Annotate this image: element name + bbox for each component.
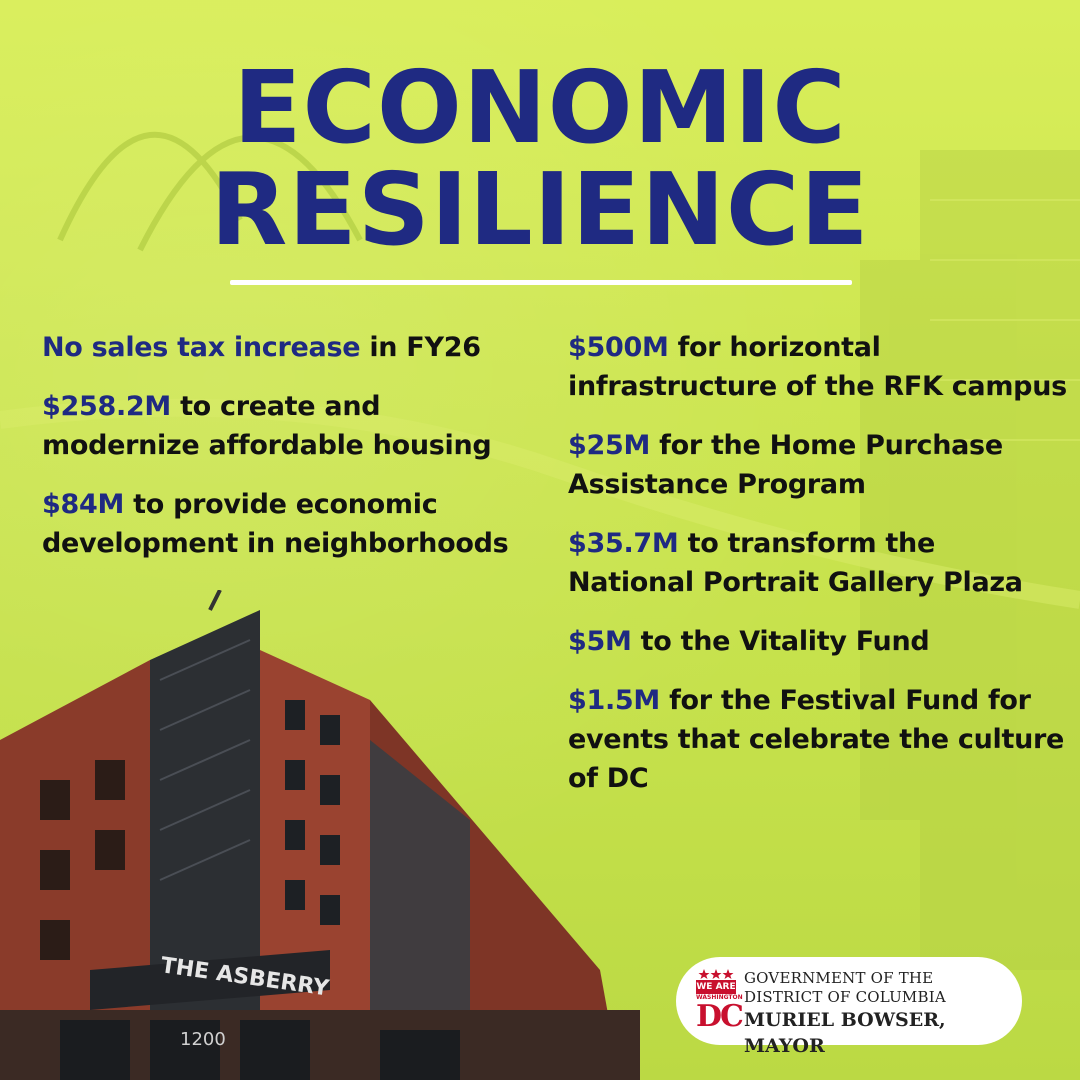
item-amount: $5M (568, 626, 632, 657)
title-divider (230, 280, 852, 285)
building-photo (0, 590, 640, 1080)
item-amount: $84M (42, 489, 125, 520)
logo-washington: WASHINGTON (696, 994, 743, 1001)
mayor-name: MURIEL BOWSER, MAYOR (744, 1009, 946, 1057)
item-text: in FY26 (360, 332, 481, 363)
budget-item (568, 622, 1068, 661)
we-are-washington-dc-logo (696, 969, 743, 1035)
item-text: for the Home Purchase Assistance Program (568, 430, 1003, 500)
logo-dc: DC (696, 999, 742, 1034)
item-text: to provide economic development in neighborhoods (42, 489, 509, 559)
stars-icon (698, 969, 734, 979)
item-text: for horizontal infrastructure of the RFK campus (568, 332, 1067, 402)
title-line-1: ECONOMIC (233, 49, 847, 166)
item-text: to the Vitality Fund (631, 626, 930, 657)
dc-government-logo (676, 957, 1022, 1057)
item-text: to transform the National Portrait Gallery Plaza (568, 528, 1023, 598)
budget-item (568, 681, 1068, 798)
item-amount: $25M (568, 430, 651, 461)
title-line-2: RESILIENCE (210, 151, 870, 268)
budget-item (568, 426, 1068, 504)
item-amount: $1.5M (568, 685, 660, 716)
item-amount: $35.7M (568, 528, 679, 559)
logo-we-are: WE ARE (696, 982, 736, 992)
left-column (42, 328, 542, 583)
budget-item (568, 524, 1068, 602)
item-amount: $258.2M (42, 391, 171, 422)
right-column (568, 328, 1068, 818)
budget-item (42, 387, 542, 465)
item-text: for the Festival Fund for events that celebrate the culture of DC (568, 685, 1065, 794)
item-amount: $500M (568, 332, 669, 363)
budget-item (568, 328, 1068, 406)
item-text: to create and modernize affordable housing (42, 391, 492, 461)
budget-item (42, 328, 542, 367)
building-sign: THE ASBERRY (159, 953, 331, 1002)
gov-line-2: DISTRICT OF COLUMBIA (744, 988, 946, 1006)
item-highlight: No sales tax increase (42, 332, 361, 363)
gov-line-1: GOVERNMENT OF THE (744, 969, 934, 987)
budget-item (42, 485, 542, 563)
government-text (744, 969, 1014, 1059)
building-number: 1200 (180, 1029, 226, 1050)
